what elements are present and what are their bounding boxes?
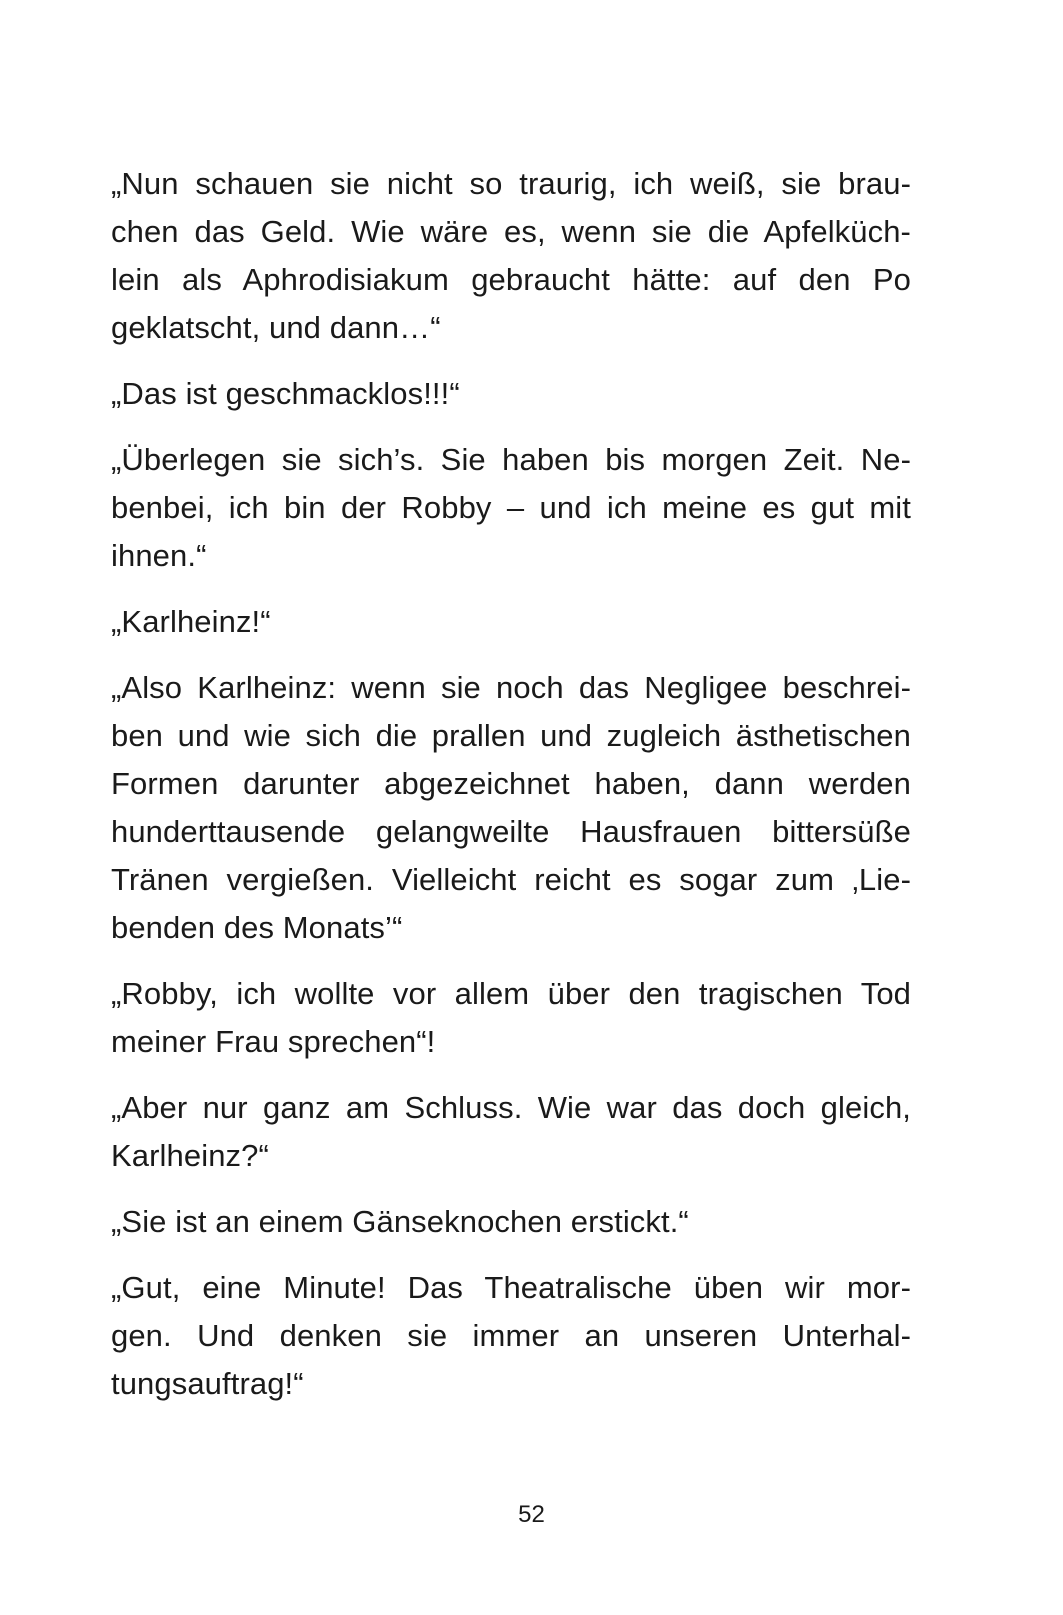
paragraph (111, 1264, 911, 1408)
text-line: „Karlheinz!“ (111, 604, 271, 639)
text-line: lein als Aphrodisiakum gebraucht hätte: auf den Po (111, 262, 911, 297)
text-line: „Also Karlheinz: wenn sie noch das Negligee beschrei- (111, 670, 911, 705)
paragraph (111, 598, 911, 646)
text-line: geklatscht, und dann…“ (111, 310, 441, 345)
body-text (111, 160, 911, 1426)
text-line: Tränen vergießen. Vielleicht reicht es sogar zum ‚Lie- (111, 862, 911, 897)
text-line: meiner Frau sprechen“! (111, 1024, 436, 1059)
text-line: benbei, ich bin der Robby – und ich meine es gut mit (111, 490, 911, 525)
text-line: „Nun schauen sie nicht so traurig, ich weiß, sie brau- (111, 166, 911, 201)
text-line: Karlheinz?“ (111, 1138, 269, 1173)
paragraph (111, 1084, 911, 1180)
paragraph (111, 1198, 911, 1246)
paragraph (111, 160, 911, 352)
paragraph (111, 436, 911, 580)
text-line: „Sie ist an einem Gänseknochen erstickt.“ (111, 1204, 689, 1239)
paragraph (111, 664, 911, 952)
text-line: „Aber nur ganz am Schluss. Wie war das doch gleich, (111, 1090, 911, 1125)
text-line: chen das Geld. Wie wäre es, wenn sie die Apfelküch- (111, 214, 911, 249)
text-line: ihnen.“ (111, 538, 207, 573)
text-line: „Das ist geschmacklos!!!“ (111, 376, 460, 411)
text-line: tungsauftrag!“ (111, 1366, 304, 1401)
text-line: hunderttausende gelangweilte Hausfrauen bittersüße (111, 814, 911, 849)
page-number: 52 (518, 1501, 545, 1528)
text-line: Formen darunter abgezeichnet haben, dann werden (111, 766, 911, 801)
text-line: „Robby, ich wollte vor allem über den tragischen Tod (111, 976, 911, 1011)
paragraph (111, 370, 911, 418)
text-line: ben und wie sich die prallen und zugleich ästhetischen (111, 718, 911, 753)
text-line: „Überlegen sie sich’s. Sie haben bis morgen Zeit. Ne- (111, 442, 911, 477)
paragraph (111, 970, 911, 1066)
text-line: gen. Und denken sie immer an unseren Unterhal- (111, 1318, 911, 1353)
text-line: benden des Monats’“ (111, 910, 403, 945)
text-line: „Gut, eine Minute! Das Theatralische üben wir mor- (111, 1270, 911, 1305)
